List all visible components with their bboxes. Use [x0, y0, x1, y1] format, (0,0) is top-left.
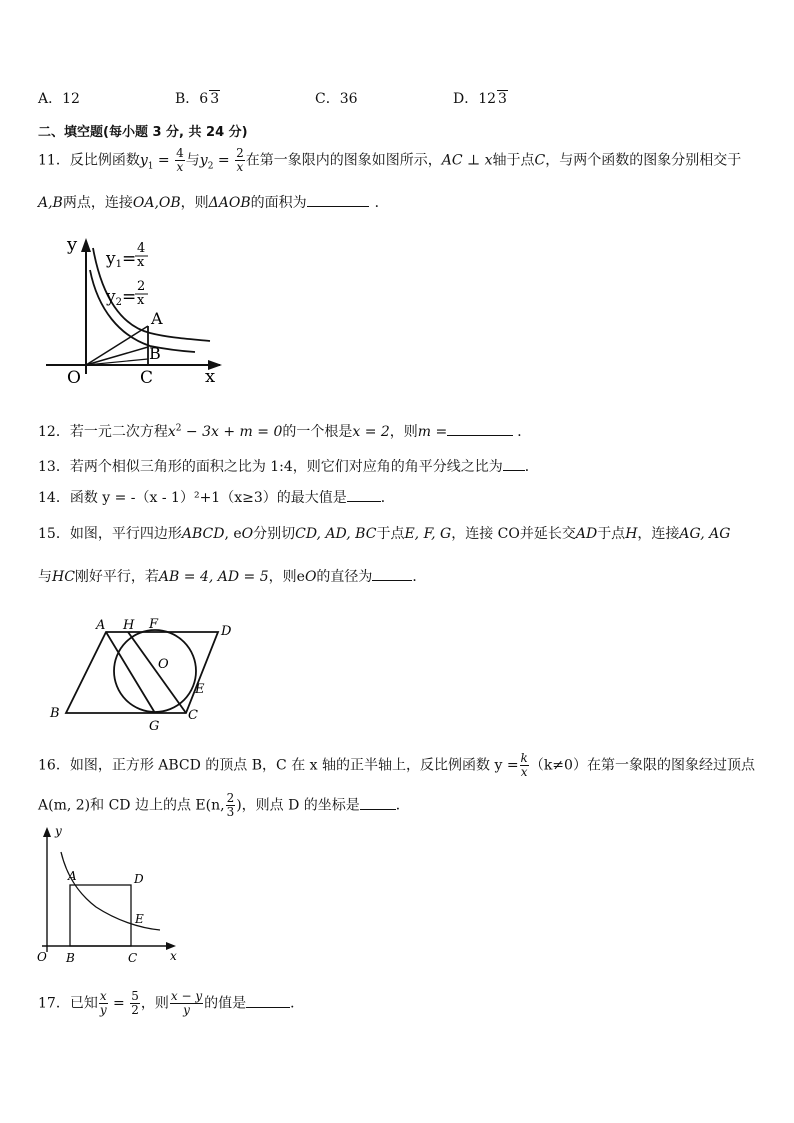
q11-label-y1-num: 4 — [137, 241, 146, 256]
q12-line: 12．若一元二次方程$x^2 - 3x + m = 0$的一个根是x = 2，则m = ． — [38, 423, 532, 440]
q13-line: 13．若两个相似三角形的面积之比为 1:4，则它们对应角的角平分线之比为 ． — [38, 459, 539, 475]
q15-figure — [44, 613, 249, 738]
q11-label-y2-num: 2 — [137, 279, 146, 294]
q15-h-label: H — [123, 618, 135, 633]
q16-c-label: C — [128, 951, 138, 965]
option-b: B．6 3 — [175, 91, 220, 107]
q15-e-label: E — [195, 682, 205, 697]
q16-b-label: B — [66, 951, 75, 965]
q11-y-arrow — [81, 238, 91, 252]
q14-line: 14．函数 y = -（x - 1）²+1（x≥3）的最大值是 ． — [38, 490, 395, 506]
q16-curve — [61, 852, 160, 930]
q16-a-label: A — [68, 869, 77, 883]
q16-y-arrow — [43, 827, 51, 837]
q16-e-label: E — [135, 912, 144, 926]
q16-answer-blank[interactable] — [360, 797, 396, 810]
q11-line-oa — [86, 326, 148, 365]
q11-label-y2-den: x — [137, 293, 145, 308]
option-a: A．12 — [38, 91, 80, 107]
q14-answer-blank[interactable] — [347, 489, 381, 502]
q11-label-y1-den: x — [137, 255, 145, 270]
q15-g-label: G — [149, 719, 160, 734]
q11-line2: A,B两点，连接OA,OB，则ΔAOB的面积为 ． — [38, 195, 389, 211]
q16-x-label: x — [170, 949, 177, 963]
q16-line1: 16．如图，正方形 ABCD 的顶点 B，C 在 x 轴的正半轴上，反比例函数 y = $\frac{k}{x}$ （k≠0）在第一象限的图象经过顶点 — [38, 751, 755, 779]
q17-answer-blank[interactable] — [246, 995, 290, 1008]
q15-f-label: F — [149, 617, 159, 632]
q11-y-label: y — [67, 234, 78, 255]
q11-b-label: B — [149, 344, 161, 363]
q15-line-hc — [128, 632, 186, 713]
q11-answer-blank[interactable] — [307, 194, 369, 207]
q12-answer-blank[interactable] — [447, 423, 513, 436]
q11-a-label: A — [151, 309, 163, 328]
q15-b-label: B — [50, 706, 60, 721]
q16-o-label: O — [37, 950, 47, 964]
q16-square — [70, 885, 131, 946]
q15-a-label: A — [96, 618, 106, 633]
q15-answer-blank[interactable] — [372, 568, 412, 581]
q11-figure — [40, 228, 240, 388]
q16-figure — [34, 822, 204, 967]
section-title: 二、填空题(每小题 3 分, 共 24 分) — [38, 125, 248, 140]
q13-answer-blank[interactable] — [503, 458, 525, 471]
q11-o-label: O — [67, 368, 81, 388]
q15-line1: 15．如图，平行四边形ABCD, eO分别切CD, AD, BC于点E, F, G，连接 CO并延长交AD于点H，连接AG, AG — [38, 526, 731, 542]
q15-line2: 与HC刚好平行，若AB = 4, AD = 5，则eO的直径为 ． — [38, 569, 427, 585]
q11-label-y1: y1= — [106, 249, 137, 270]
q15-c-label: C — [188, 708, 198, 723]
q15-o-label: O — [158, 657, 169, 672]
q11-label-y2: y2= — [106, 287, 137, 308]
option-d: D．12 3 — [453, 91, 507, 107]
q11-c-label: C — [140, 368, 154, 388]
option-c: C．36 — [315, 91, 358, 107]
q16-line2: A(m, 2)和 CD 边上的点 E(n, $\frac{2}{3}$ )，则点 D 的坐标是 ． — [38, 791, 410, 819]
q15-d-label: D — [221, 624, 232, 639]
q17-line: 17．已知 $\frac{x}{y}$ = $\frac{5}{2}$ ，则 $\frac{x - y}{y}$ 的值是 ． — [38, 989, 305, 1017]
q11-line1: 11．反比例函数$y_1$ = $\frac{4}{x}$ 与$y_2$ = $\frac{2}{x}$ 在第一象限内的图象如图所示，AC ⊥ x轴于点C，与两个函数的图象分别相交于 — [38, 146, 742, 174]
q11-x-label: x — [205, 366, 216, 387]
q16-y-label: y — [55, 824, 62, 838]
q16-d-label: D — [134, 872, 144, 886]
